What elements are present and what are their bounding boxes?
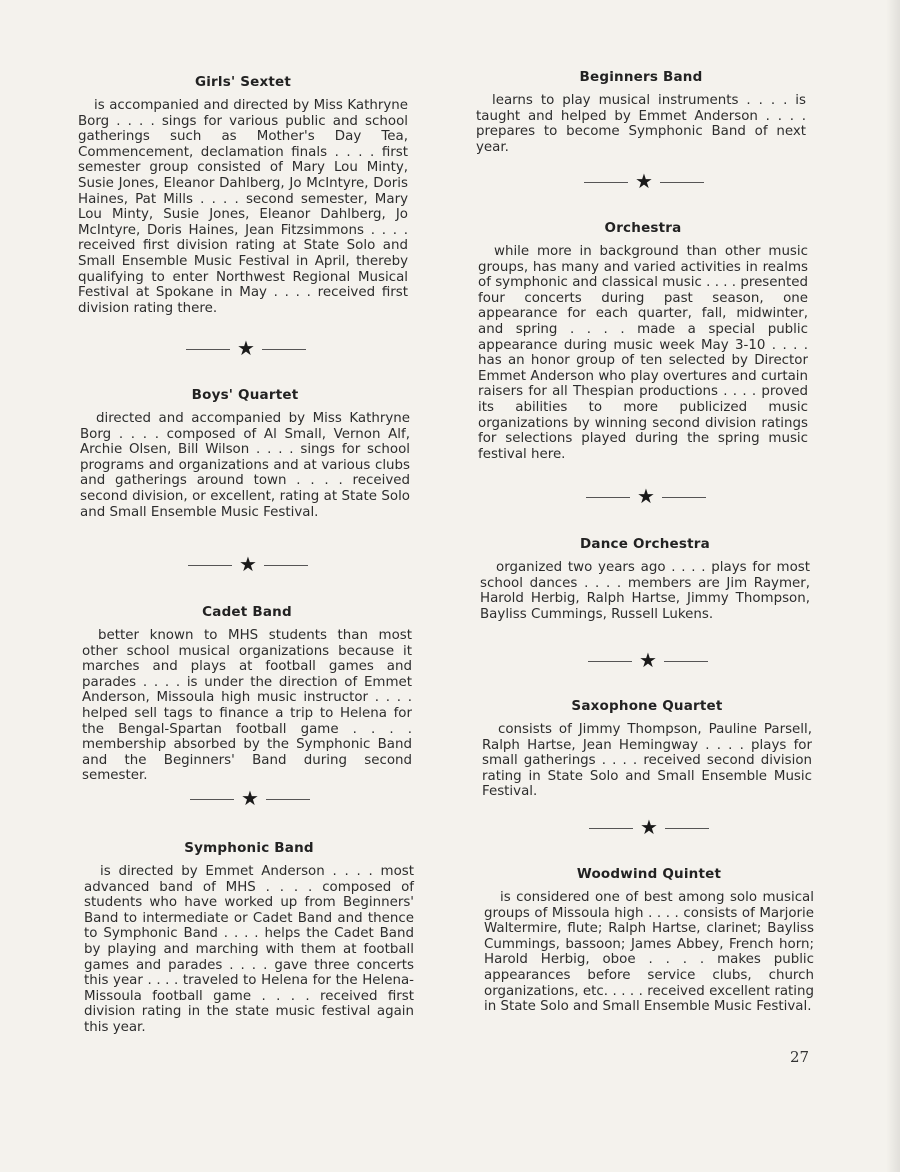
star-icon: ★ [241,786,259,810]
section-text: organized two years ago . . . . plays for most school dances . . . . members are Jim Raymer, Harold Herbig, Ralph Hartse, Jimmy Thompson, Bayliss Cummings, Russell Lukens. [480,560,810,622]
star-divider [589,815,709,839]
star-divider [586,484,706,508]
divider-line [188,565,232,566]
section-title: Saxophone Quartet [571,698,723,714]
divider-line [665,828,709,829]
section-title: Woodwind Quintet [576,866,722,882]
section-text: directed and accompanied by Miss Kathryne Borg . . . . composed of Al Small, Vernon Alf, Archie Olsen, Bill Wilson . . . . sings for school programs and organizations and at various clubs and gatherings around town . . . . received second division, or excellent, rating at State Solo and Small Ensemble Music Festival. [80,411,410,520]
star-icon: ★ [635,169,653,193]
section-boys-quartet [80,387,410,520]
divider-line [266,799,310,800]
divider-line [664,661,708,662]
divider-line [588,661,632,662]
section-title: Boys' Quartet [191,387,299,403]
section-cadet-band [82,604,412,784]
divider-line [660,182,704,183]
divider-line [262,349,306,350]
section-title: Cadet Band [202,604,292,620]
divider-line [589,828,633,829]
divider-line [264,565,308,566]
section-text: is directed by Emmet Anderson . . . . most advanced band of MHS . . . . composed of students who have worked up from Beginners' Band to intermediate or Cadet Band and thence to Symphonic Band . . . . helps the Cadet Band by playing and marching with them at football games and parades . . . . gave three concerts this year . . . . traveled to Helena for the Helena-Missoula football game . . . . received first division rating in the state music festival again this year. [84,864,414,1035]
page-edge-shadow [886,0,900,1172]
section-title: Beginners Band [579,69,703,85]
section-text: learns to play musical instruments . . . . is taught and helped by Emmet Anderson . . . . prepares to become Symphonic Band of next year. [476,93,806,155]
section-dance-orchestra [480,536,810,622]
section-title: Symphonic Band [184,840,314,856]
star-divider [188,552,308,576]
section-woodwind-quintet [484,866,814,1015]
star-icon: ★ [639,648,657,672]
section-saxophone-quartet [482,698,812,800]
section-title: Orchestra [604,220,682,236]
divider-line [586,497,630,498]
section-text: while more in background than other music groups, has many and varied activities in realms of symphonic and classical music . . . . presented four concerts during past season, one appearance for each quarter, fall, midwinter, and spring . . . . made a special public appearance during music week May 3-10 . . . . has an honor group of ten selected by Director Emmet Anderson who play overtures and curtain raisers for all Thespian productions . . . . proved its abilities to more publicized music organizations by winning second division ratings for selections played during the spring music festival here. [478,244,808,462]
star-divider [186,336,306,360]
star-icon: ★ [239,552,257,576]
star-divider [190,786,310,810]
star-icon: ★ [237,336,255,360]
section-text: better known to MHS students than most other school musical organizations because it marches and plays at football games and parades . . . . is under the direction of Emmet Anderson, Missoula high music instructor . . . . helped sell tags to finance a trip to Helena for the Bengal-Spartan football game . . . . membership absorbed by the Symphonic Band and the Beginners' Band during second semester. [82,628,412,784]
section-text: is accompanied and directed by Miss Kathryne Borg . . . . sings for various public and school gatherings such as Mother's Day Tea, Commencement, declamation finals . . . . first semester group consisted of Mary Lou Minty, Susie Jones, Eleanor Dahlberg, Jo McIntyre, Doris Haines, Pat Mills . . . . second semester, Mary Lou Minty, Susie Jones, Eleanor Dahlberg, Jo McIntyre, Doris Haines, Jean Fitzsimmons . . . . received first division rating at State Solo and Small Ensemble Music Festival in April, thereby qualifying to enter Northwest Regional Musical Festival at Spokane in May . . . . received first division rating there. [78,98,408,316]
star-icon: ★ [640,815,658,839]
divider-line [186,349,230,350]
section-title: Dance Orchestra [580,536,710,552]
section-text: consists of Jimmy Thompson, Pauline Parsell, Ralph Hartse, Jean Hemingway . . . . plays for small gatherings . . . . received second division rating in State Solo and Small Ensemble Music Festival. [482,722,812,800]
divider-line [584,182,628,183]
page-number: 27 [790,1048,810,1066]
star-divider [588,648,708,672]
section-symphonic-band [84,840,414,1036]
section-title: Girls' Sextet [194,74,292,90]
divider-line [190,799,234,800]
star-divider [584,169,704,193]
section-beginners-band [476,69,806,155]
section-girls-sextet [78,74,408,316]
divider-line [662,497,706,498]
section-text: is considered one of best among solo musical groups of Missoula high . . . . consists of Marjorie Waltermire, flute; Ralph Hartse, clarinet; Bayliss Cummings, bassoon; James Abbey, French horn; Harold Herbig, oboe . . . . makes public appearances before service clubs, church organizations, etc. . . . . received excellent rating in State Solo and Small Ensemble Music Festival. [484,890,814,1015]
section-orchestra [478,220,808,462]
star-icon: ★ [637,484,655,508]
